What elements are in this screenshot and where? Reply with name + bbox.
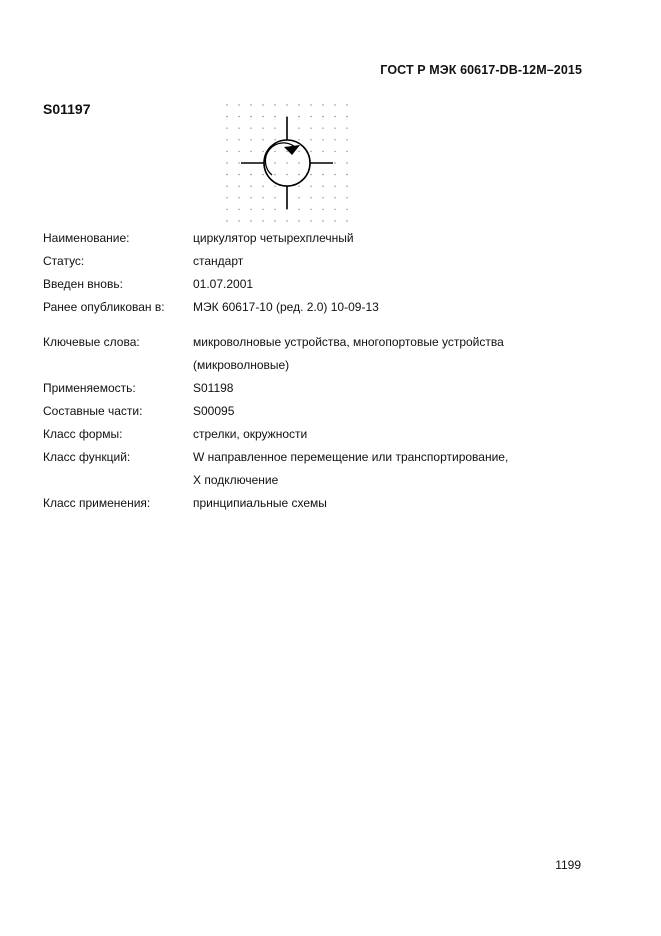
label-introduced: Введен вновь: bbox=[43, 277, 123, 291]
grid-dot bbox=[298, 197, 299, 198]
row-application-class bbox=[43, 492, 583, 515]
grid-dot bbox=[298, 209, 299, 210]
grid-dot bbox=[274, 139, 275, 140]
value-shape-class: стрелки, окружности bbox=[193, 427, 308, 441]
grid-dot bbox=[238, 174, 239, 175]
four-port-circulator-symbol-icon bbox=[222, 101, 352, 227]
grid-dot bbox=[274, 220, 275, 221]
value-introduced: 01.07.2001 bbox=[193, 277, 254, 291]
grid-dot bbox=[346, 162, 347, 163]
grid-dot bbox=[310, 128, 311, 129]
grid-dot bbox=[322, 186, 323, 187]
row-introduced bbox=[43, 273, 583, 296]
value-published: МЭК 60617-10 (ред. 2.0) 10-09-13 bbox=[193, 300, 379, 314]
document-header: ГОСТ Р МЭК 60617-DB-12М–2015 bbox=[380, 63, 582, 77]
grid-dot bbox=[250, 220, 251, 221]
grid-dot bbox=[322, 116, 323, 117]
grid-dot bbox=[334, 186, 335, 187]
label-keywords: Ключевые слова: bbox=[43, 335, 140, 349]
grid-dot bbox=[250, 174, 251, 175]
label-function-class: Класс функций: bbox=[43, 450, 131, 464]
grid-dot bbox=[346, 139, 347, 140]
grid-dot bbox=[262, 151, 263, 152]
grid-dot bbox=[250, 197, 251, 198]
grid-dot bbox=[262, 220, 263, 221]
grid-dot bbox=[250, 151, 251, 152]
grid-dot bbox=[238, 151, 239, 152]
row-components bbox=[43, 400, 583, 423]
grid-dot bbox=[238, 209, 239, 210]
grid-dot bbox=[298, 220, 299, 221]
grid-dot bbox=[286, 104, 287, 105]
grid-dot bbox=[262, 128, 263, 129]
grid-dot bbox=[322, 209, 323, 210]
grid-dot bbox=[346, 197, 347, 198]
grid-dot bbox=[346, 220, 347, 221]
grid-dot bbox=[274, 186, 275, 187]
grid-dot bbox=[310, 174, 311, 175]
grid-dot bbox=[322, 197, 323, 198]
grid-dot bbox=[322, 174, 323, 175]
value-status: стандарт bbox=[193, 254, 244, 268]
value-function-class-line-1: W направленное перемещение или транспортирование, bbox=[193, 450, 509, 464]
grid-dot bbox=[334, 128, 335, 129]
grid-dot bbox=[334, 104, 335, 105]
grid-dot bbox=[238, 139, 239, 140]
label-applicability: Применяемость: bbox=[43, 381, 136, 395]
value-components: S00095 bbox=[193, 404, 235, 418]
grid-dot bbox=[250, 209, 251, 210]
value-applicability: S01198 bbox=[193, 381, 234, 395]
grid-dot bbox=[250, 186, 251, 187]
grid-dot bbox=[298, 162, 299, 163]
value-function-class-line-2: X подключение bbox=[193, 473, 279, 487]
label-name: Наименование: bbox=[43, 231, 130, 245]
grid-dot bbox=[274, 162, 275, 163]
grid-dot bbox=[274, 128, 275, 129]
grid-dot bbox=[238, 162, 239, 163]
label-status: Статус: bbox=[43, 254, 85, 268]
grid-dot bbox=[262, 186, 263, 187]
grid-dot bbox=[334, 151, 335, 152]
grid-dot bbox=[250, 128, 251, 129]
grid-dot bbox=[274, 174, 275, 175]
grid-dot bbox=[334, 209, 335, 210]
grid-dot bbox=[286, 220, 287, 221]
grid-dot bbox=[298, 174, 299, 175]
grid-dot bbox=[262, 209, 263, 210]
value-name: циркулятор четырехплечный bbox=[193, 231, 354, 245]
label-application-class: Класс применения: bbox=[43, 496, 151, 510]
grid-dot bbox=[274, 209, 275, 210]
grid-dot bbox=[250, 139, 251, 140]
grid-dot bbox=[226, 128, 227, 129]
grid-dot bbox=[310, 151, 311, 152]
grid-dot bbox=[346, 151, 347, 152]
grid-dot bbox=[310, 220, 311, 221]
grid-dot bbox=[238, 197, 239, 198]
grid-dot bbox=[346, 209, 347, 210]
grid-dot bbox=[250, 116, 251, 117]
grid-dot bbox=[238, 186, 239, 187]
row-name bbox=[43, 227, 583, 250]
grid-dot bbox=[286, 174, 287, 175]
grid-dot bbox=[226, 104, 227, 105]
value-function-class bbox=[193, 446, 583, 492]
grid-dot bbox=[334, 162, 335, 163]
grid-dot bbox=[238, 128, 239, 129]
grid-dot bbox=[334, 197, 335, 198]
row-applicability bbox=[43, 377, 583, 400]
value-keywords-line-2: (микроволновые) bbox=[193, 358, 290, 372]
label-published: Ранее опубликован в: bbox=[43, 300, 165, 314]
grid-dot bbox=[262, 174, 263, 175]
grid-dot bbox=[226, 209, 227, 210]
grid-dot bbox=[346, 104, 347, 105]
grid-dot bbox=[262, 116, 263, 117]
grid-dot bbox=[226, 186, 227, 187]
grid-dot bbox=[262, 104, 263, 105]
grid-dot bbox=[274, 151, 275, 152]
row-function-class bbox=[43, 446, 583, 492]
grid-dot bbox=[322, 104, 323, 105]
grid-dot bbox=[322, 128, 323, 129]
value-keywords-line-1: микроволновые устройства, многопортовые устройства bbox=[193, 335, 504, 349]
grid-dot bbox=[286, 162, 287, 163]
label-shape-class: Класс формы: bbox=[43, 427, 123, 441]
grid-dot bbox=[298, 151, 299, 152]
grid-dot bbox=[274, 116, 275, 117]
value-application-class: принципиальные схемы bbox=[193, 496, 327, 510]
grid-dot bbox=[226, 151, 227, 152]
grid-dot bbox=[346, 116, 347, 117]
grid-dot bbox=[298, 186, 299, 187]
grid-dot bbox=[238, 220, 239, 221]
grid-dot bbox=[226, 197, 227, 198]
grid-dot bbox=[310, 186, 311, 187]
page-number: 1199 bbox=[555, 858, 581, 872]
value-keywords bbox=[193, 331, 583, 377]
grid-dot bbox=[322, 220, 323, 221]
grid-dot bbox=[298, 116, 299, 117]
grid-dot bbox=[274, 104, 275, 105]
grid-dot bbox=[310, 139, 311, 140]
grid-dot bbox=[334, 116, 335, 117]
grid-dot bbox=[322, 139, 323, 140]
grid-dot bbox=[226, 139, 227, 140]
grid-dot bbox=[226, 116, 227, 117]
grid-dot bbox=[310, 116, 311, 117]
grid-dot bbox=[274, 197, 275, 198]
row-published bbox=[43, 296, 583, 319]
grid-dot bbox=[334, 220, 335, 221]
grid-dot bbox=[226, 174, 227, 175]
properties-list bbox=[43, 227, 583, 515]
grid-dot bbox=[334, 139, 335, 140]
circulator-arrowhead bbox=[284, 145, 300, 155]
grid-dot bbox=[334, 174, 335, 175]
grid-dot bbox=[226, 162, 227, 163]
grid-dot bbox=[310, 209, 311, 210]
grid-dot bbox=[238, 116, 239, 117]
grid-dot bbox=[310, 197, 311, 198]
grid-dot bbox=[298, 104, 299, 105]
grid-dot bbox=[346, 174, 347, 175]
grid-dot bbox=[346, 186, 347, 187]
symbol-code: S01197 bbox=[43, 101, 91, 117]
grid-dot bbox=[298, 128, 299, 129]
grid-dot bbox=[226, 220, 227, 221]
grid-dot bbox=[286, 151, 287, 152]
grid-dot bbox=[262, 139, 263, 140]
grid-dot bbox=[346, 128, 347, 129]
row-status bbox=[43, 250, 583, 273]
row-keywords bbox=[43, 331, 583, 377]
grid-dot bbox=[262, 197, 263, 198]
grid-dot bbox=[322, 151, 323, 152]
grid-dot bbox=[310, 104, 311, 105]
label-components: Составные части: bbox=[43, 404, 143, 418]
grid-dot bbox=[250, 104, 251, 105]
grid-dot bbox=[298, 139, 299, 140]
row-shape-class bbox=[43, 423, 583, 446]
grid-dot bbox=[238, 104, 239, 105]
